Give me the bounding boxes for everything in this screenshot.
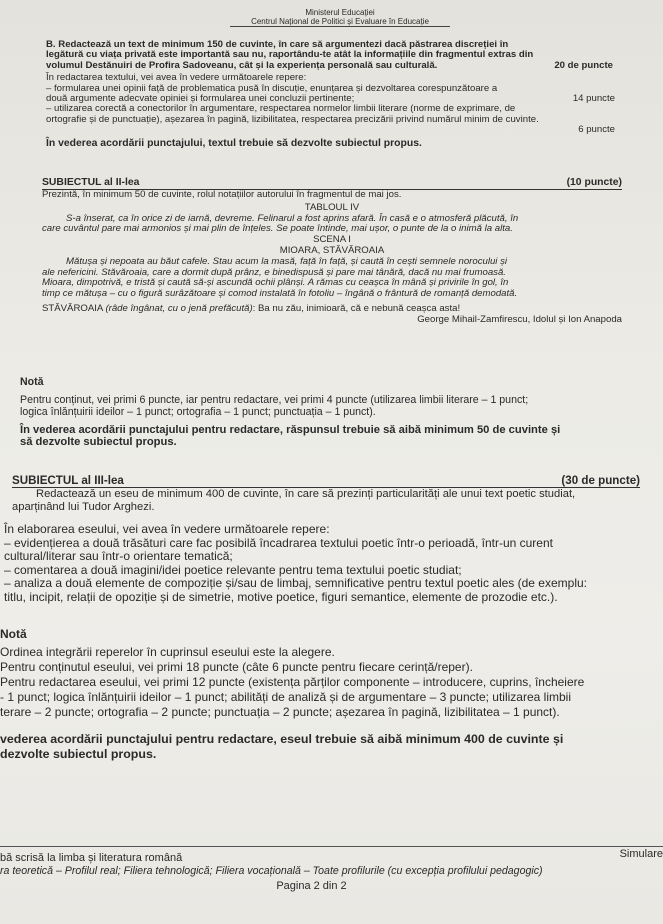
- scena-title: SCENA I: [313, 234, 351, 246]
- task-b-line3: volumul Destănuiri de Profira Sadoveanu, cât și la experiența personală sau culturală.: [46, 59, 438, 71]
- repere3-r3-line1: – analiza a două elemente de compoziție și/sau de limbaj, semnificative pentru textul poetic ales (de exemplu:: [4, 576, 587, 591]
- footer-right1: Simulare: [619, 848, 663, 860]
- reper2-line1: – utilizarea corectă a conectorilor în argumentare, respectarea normelor limbii literare (norme de exprimare, de: [46, 103, 516, 115]
- subject2: [42, 177, 622, 326]
- tablou-title: TABLOUL IV: [304, 201, 360, 213]
- reper1-line2: două argumente adecvate opiniei și formularea unei concluzii pertinente;: [46, 93, 355, 105]
- nota2-title: Notă: [20, 376, 44, 388]
- reper2-points: 6 puncte: [578, 124, 615, 136]
- nota2-line2: logica înlănțuirii ideilor – 1 punct; ortografia – 1 punct; punctuația – 1 punct).: [20, 406, 376, 418]
- repere3-r1-line2: cultural/literar sau într-o orientare tematică;: [4, 549, 233, 564]
- nota3-title: Notă: [0, 627, 27, 641]
- repere3-intro: În elaborarea eseului, vei avea în vedere următoarele repere:: [4, 522, 330, 536]
- nota3-n1: Ordinea integrării reperelor în cuprinsul eseului este la alegere.: [0, 645, 335, 659]
- reper2-line2: ortografie și de punctuație), așezarea în pagină, lizibilitatea, respectarea precizării privind numărul minim de cuvinte.: [46, 113, 539, 125]
- repere3-r2: – comentarea a două imagini/idei poetice relevante pentru tema textului poetic studiat;: [4, 562, 462, 577]
- subject2-task: Prezintă, în minimum 50 de cuvinte, rolul notațiilor autorului în fragmentul de mai jos.: [42, 189, 402, 200]
- nota3-n2: Pentru conținutul eseului, vei primi 18 puncte (câte 6 puncte pentru fiecare cerință/reper).: [0, 660, 473, 674]
- stage-dir2-line3: Mioara, dimpotrivă, e tristă și caută să-și ascundă ochii plânși. A rămas cu ceașca în mână și privirile în gol, în: [42, 277, 509, 289]
- source: George Mihail-Zamfirescu, Idolul și Ion Anapoda: [417, 313, 622, 325]
- footer-row1: [0, 848, 663, 865]
- repere3-r3-line2: titlu, incipit, relații de opoziție și de simetrie, motive poetice, figuri semantice, elemente de prozodie etc.).: [4, 589, 558, 604]
- repere3-r1-line1: – evidențierea a două trăsături care fac posibilă încadrarea textului poetic într-o perioadă, într-un curent: [4, 535, 553, 550]
- footer-left2: ra teoretică – Profilul real; Filiera tehnologică; Filiera vocațională – Toate profilurile (cu excepția profilului pedagogic): [0, 865, 543, 877]
- nota3-n4: - 1 punct; logica înlănțuirii ideilor – 1 punct; abilități de analiză și de argumentare – 3 puncte; utilizarea limbii: [0, 690, 571, 704]
- nota2-line1: Pentru conținut, vei primi 6 puncte, iar pentru redactare, vei primi 4 puncte (utilizarea limbii literare – 1 punct;: [20, 394, 529, 406]
- footer: [0, 848, 663, 893]
- replica-speaker: STĂVĂROAIA: [42, 302, 103, 314]
- task-b-points: 20 de puncte: [554, 59, 613, 71]
- replica-direction: (râde îngânat, cu o jenă prefăcută): [105, 302, 253, 314]
- subject3-title-row: [12, 474, 640, 488]
- subject3-task-line1: Redactează un eseu de minimum 400 de cuvinte, în care să prezinți particularități ale unui text poetic studiat,: [36, 488, 576, 500]
- stage-dir1-line2: care cuvântul pare mai armonios și mai plin de înțeles. Se poate întinde, mai ușor, o punte de la o inimă la alta.: [42, 223, 513, 235]
- nota3-n3: Pentru redactarea eseului, vei primi 12 puncte (existența părților componente – introducere, cuprins, încheiere: [0, 675, 585, 689]
- nota2-line4: să dezvolte subiectul propus.: [20, 436, 177, 448]
- task-b-note: În vederea acordării punctajului, textul trebuie să dezvolte subiectul propus.: [46, 137, 422, 149]
- nota3-n5: terare – 2 puncte; ortografia – 2 puncte; punctuația – 2 puncte; așezarea în pagină, lizibilitatea – 1 punct).: [0, 705, 560, 719]
- nota2-line3: În vederea acordării punctajului pentru redactare, răspunsul trebuie să aibă minimum 50 de cuvinte și: [20, 424, 561, 436]
- stage-dir1-line1: S-a înserat, ca în orice zi de iarnă, devreme. Felinarul a fost aprins afară. În casă e o atmosferă plăcută, în: [66, 212, 519, 224]
- stage-dir2-line2: ale nefericini. Stăvăroaia, care a dormit după prânz, e binedispusă și pare mai tânără, dacă nu mai frumoasă.: [42, 266, 506, 278]
- stage-dir2-line1: Mătușa și nepoata au băut cafele. Stau acum la masă, față în față, și caută în cești semnele norocului și: [66, 255, 508, 267]
- subject3: [12, 474, 640, 514]
- replica-text: : Ba nu zău, inimioară, că e nebună ceașca asta!: [252, 302, 461, 314]
- reper1-points: 14 puncte: [572, 93, 615, 105]
- stage-dir2-line4: timp ce mătușa – cu o figură surâzătoare și comod instalată în fotoliu – îngână o frântură de romanță demodată.: [42, 288, 518, 300]
- subject3-points: (30 de puncte): [561, 474, 640, 487]
- subject3-notes: [0, 627, 660, 762]
- subject3-repere: [4, 523, 654, 605]
- reper1-line1: – formularea unei opinii față de problematica pusă în discuție, enunțarea și dezvoltarea corespunzătoare a: [46, 82, 498, 94]
- characters: MIOARA, STĂVĂROAIA: [279, 244, 385, 256]
- footer-left1: bă scrisă la limba și literatura română: [0, 852, 183, 864]
- page-header: [230, 8, 450, 27]
- footer-page: Pagina 2 din 2: [276, 880, 347, 892]
- subject2-points: (10 puncte): [566, 177, 622, 188]
- center-name: Centrul Național de Politici și Evaluare în Educație: [230, 17, 450, 27]
- subject2-notes: [20, 376, 642, 448]
- subject3-task-line2: aparținând lui Tudor Arghezi.: [12, 500, 155, 513]
- subject1-b: [46, 40, 621, 149]
- nota3-final2: dezvolte subiectul propus.: [0, 747, 157, 761]
- subject3-title: SUBIECTUL al III-lea: [12, 474, 124, 487]
- task-b-line3-row: [46, 61, 621, 71]
- ministry-name: Ministerul Educației: [305, 8, 375, 17]
- task-b-line2: legătură cu viața privată este importantă sau nu, raportându-te atât la informațiile din fragmentul extras din: [46, 49, 534, 61]
- subject2-title: SUBIECTUL al II-lea: [42, 177, 140, 188]
- repere-intro: În redactarea textului, vei avea în vedere următoarele repere:: [46, 72, 307, 84]
- footer-divider: [0, 846, 663, 847]
- task-b-line1: B. Redactează un text de minimum 150 de cuvinte, în care să argumentezi dacă păstrarea discreției în: [46, 39, 509, 50]
- nota3-final1: vederea acordării punctajului pentru redactare, eseul trebuie să aibă minimum 400 de cuvinte și: [0, 732, 564, 746]
